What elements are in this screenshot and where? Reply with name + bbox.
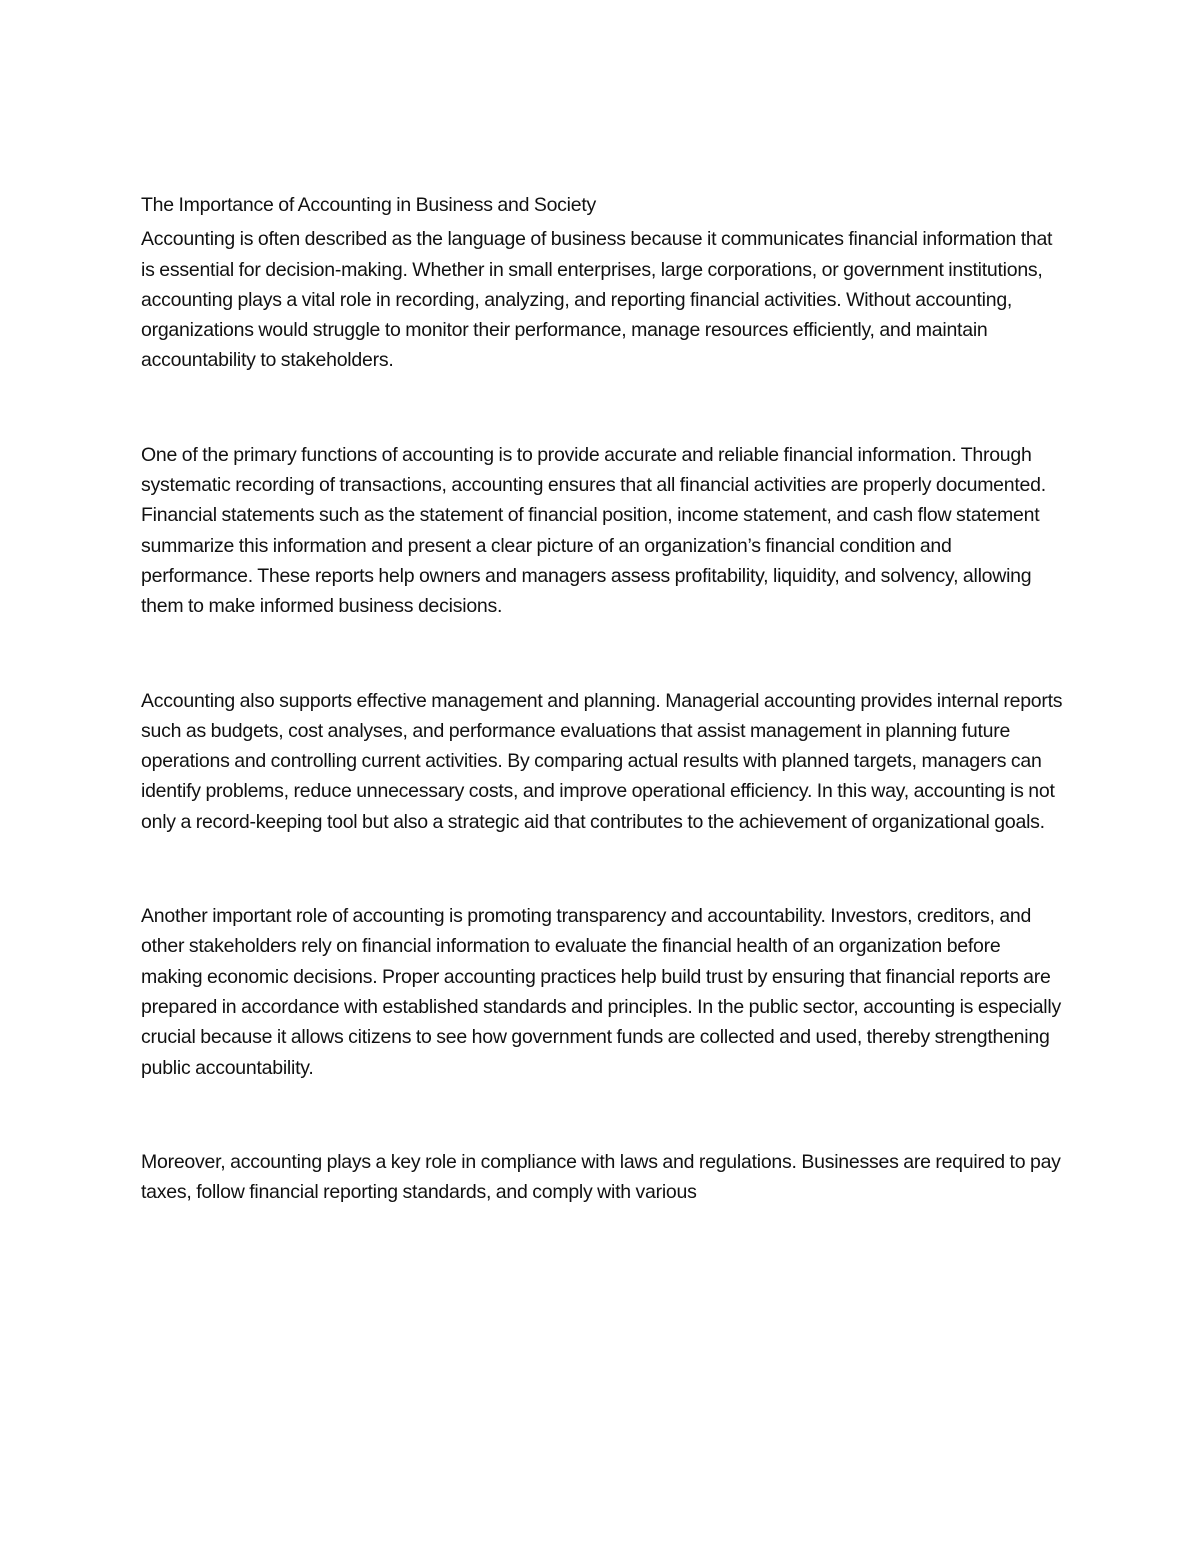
paragraph: Moreover, accounting plays a key role in compliance with laws and regulations. Businesses are required to pay taxes, follow financial reporting standards, and comply with various xyxy=(141,1150,1061,1204)
paragraph: Accounting is often described as the language of business because it communicates financial information that is essential for decision-making. Whether in small enterprises, large corporations, or government institutions, accounting plays a vital role in recording, analyzing, and reporting financial activities. Without accounting, organizations would struggle to monitor their performance, manage resources efficiently, and maintain accountability to stakeholders. xyxy=(141,228,1053,372)
document-page xyxy=(141,190,1066,1271)
paragraph: Another important role of accounting is promoting transparency and accountability. Investors, creditors, and other stakeholders rely on financial information to evaluate the financial health of an organization before making economic decisions. Proper accounting practices help build trust by ensuring that financial reports are prepared in accordance with established standards and principles. In the public sector, accounting is especially crucial because it allows citizens to see how government funds are collected and used, thereby strengthening public accountability. xyxy=(141,905,1061,1079)
document-title: The Importance of Accounting in Business and Society xyxy=(141,194,597,216)
paragraph: One of the primary functions of accounting is to provide accurate and reliable financial information. Through systematic recording of transactions, accounting ensures that all financial activities are properly documented. Financial statements such as the statement of financial position, income statement, and cash flow statement summarize this information and present a clear picture of an organization’s financial condition and performance. These reports help owners and managers assess profitability, liquidity, and solvency, allowing them to make informed business decisions. xyxy=(141,443,1046,618)
paragraph: Accounting also supports effective management and planning. Managerial accounting provides internal reports such as budgets, cost analyses, and performance evaluations that assist management in planning future operations and controlling current activities. By comparing actual results with planned targets, managers can identify problems, reduce unnecessary costs, and improve operational efficiency. In this way, accounting is not only a record-keeping tool but also a strategic aid that contributes to the achievement of organizational goals. xyxy=(141,689,1063,833)
